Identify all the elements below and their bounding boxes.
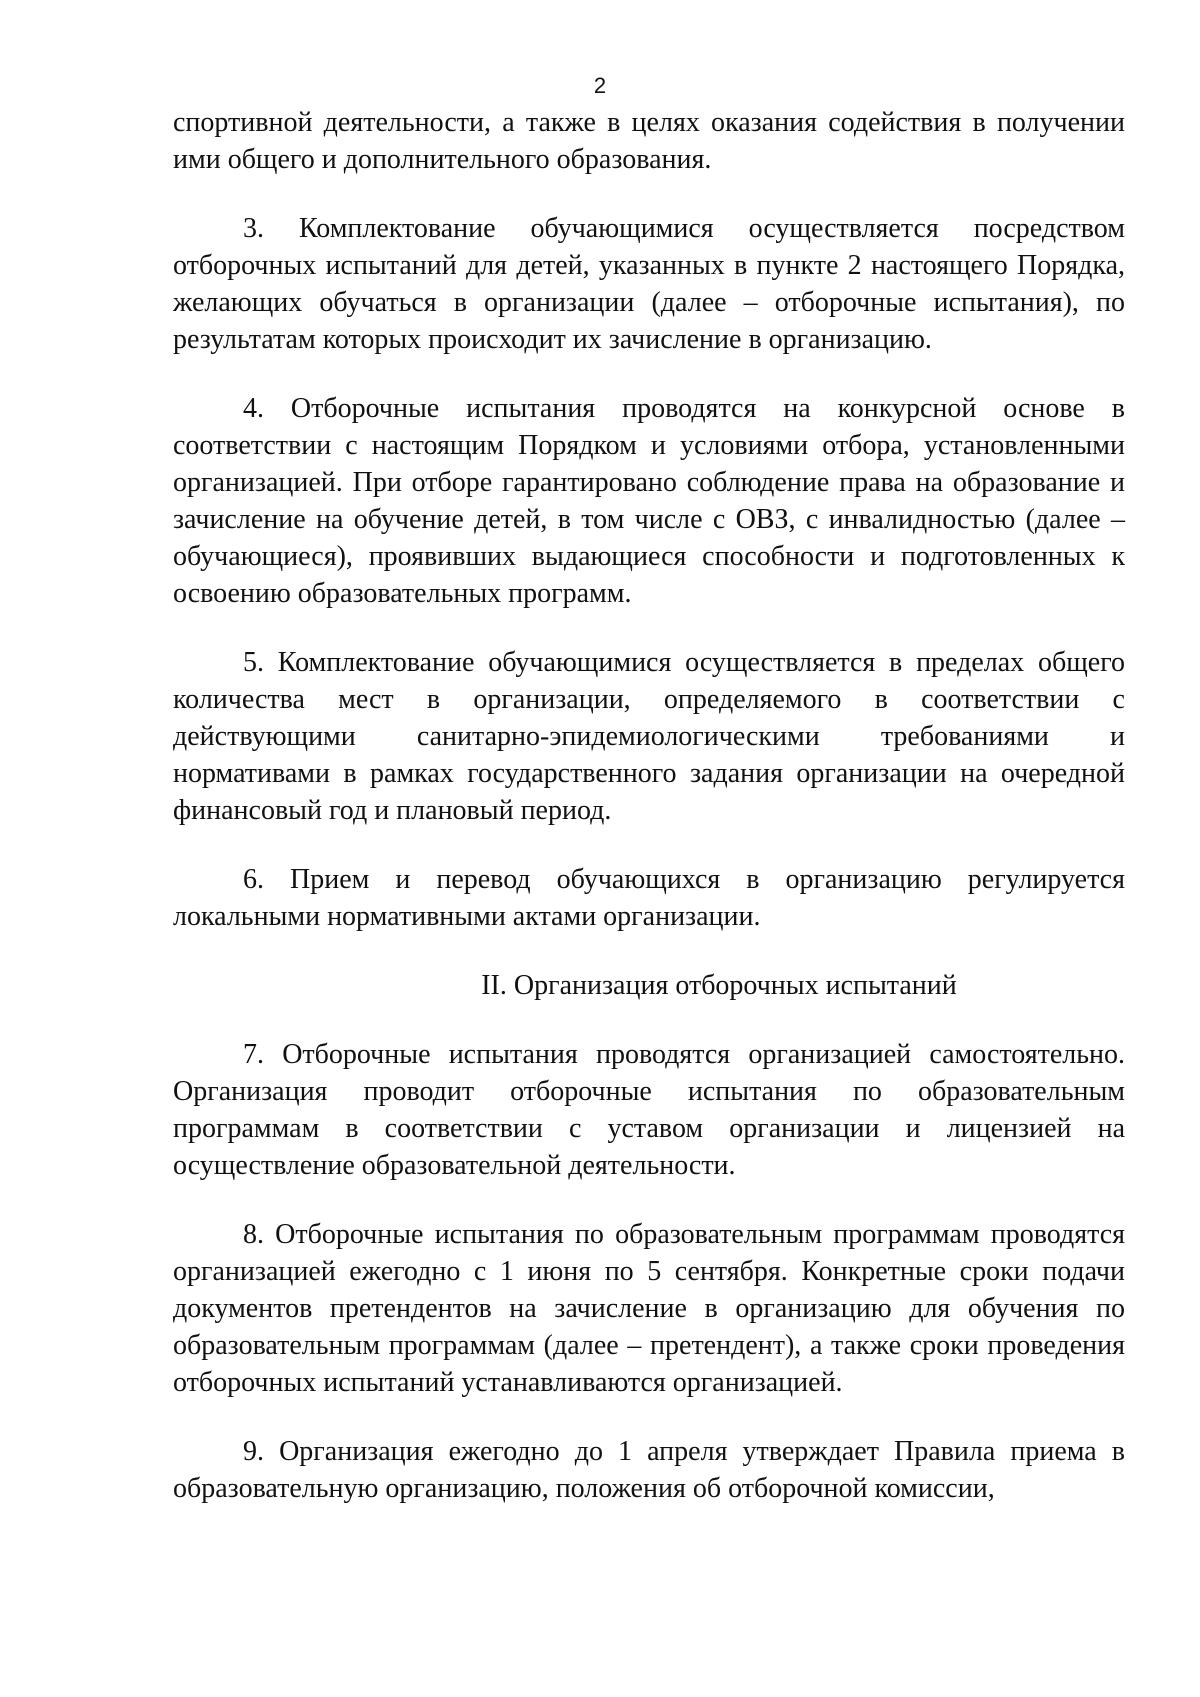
paragraph-continuation: спортивной деятельности, а также в целях оказания содействия в получении ими общего и дополнительного образования. — [173, 107, 1125, 175]
paragraph-5: 5. Комплектование обучающимися осуществляется в пределах общего количества мест в организации, определяемого в соответствии с действующими санитарно-эпидемиологическими требованиями и нормативами в рамках государственного задания организации на очередной финансовый год и плановый период. — [173, 647, 1125, 826]
paragraph-7: 7. Отборочные испытания проводятся организацией самостоятельно. Организация проводит отборочные испытания по образовательным программам в соответствии с уставом организации и лицензией на осуществление образовательной деятельности. — [173, 1039, 1125, 1181]
paragraph-6: 6. Прием и перевод обучающихся в организацию регулируется локальными нормативными актами организации. — [173, 864, 1125, 932]
document-body — [173, 104, 1125, 1539]
paragraph-4: 4. Отборочные испытания проводятся на конкурсной основе в соответствии с настоящим Порядком и условиями отбора, установленными организацией. При отборе гарантировано соблюдение права на образование и зачисление на обучение детей, в том числе с ОВЗ, с инвалидностью (далее – обучающиеся), проявивших выдающиеся способности и подготовленных к освоению образовательных программ. — [173, 393, 1125, 609]
paragraph-8: 8. Отборочные испытания по образовательным программам проводятся организацией ежегодно с 1 июня по 5 сентября. Конкретные сроки подачи документов претендентов на зачисление в организацию для обучения по образовательным программам (далее – претендент), а также сроки проведения отборочных испытаний устанавливаются организацией. — [173, 1219, 1125, 1398]
section-heading: II. Организация отборочных испытаний — [481, 970, 957, 1001]
page-number: 2 — [593, 73, 607, 98]
paragraph-9: 9. Организация ежегодно до 1 апреля утверждает Правила приема в образовательную организацию, положения об отборочной комиссии, — [173, 1436, 1125, 1504]
paragraph-3: 3. Комплектование обучающимися осуществляется посредством отборочных испытаний для детей, указанных в пункте 2 настоящего Порядка, желающих обучаться в организации (далее – отборочные испытания), по результатам которых происходит их зачисление в организацию. — [173, 213, 1125, 355]
